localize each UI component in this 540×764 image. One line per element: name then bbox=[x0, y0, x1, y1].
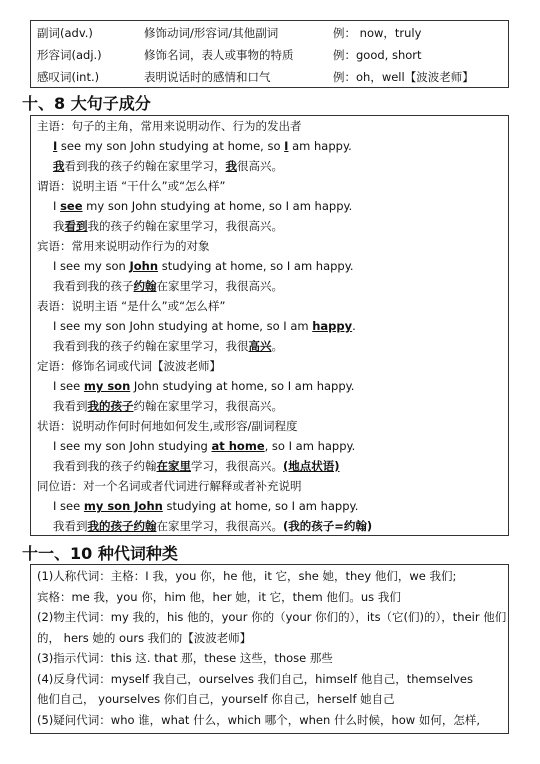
sentence-text: my son John studying at home, so I am happy. bbox=[82, 199, 353, 213]
sentence-text: 我看到我的孩子约翰在家里学习，我很 bbox=[53, 339, 249, 353]
chinese-example bbox=[53, 338, 283, 354]
highlighted-term: 我的孩子约翰 bbox=[87, 519, 157, 533]
table-row bbox=[31, 66, 508, 88]
highlighted-term: 在家里 bbox=[156, 459, 191, 473]
word-example: 例：oh，well【波波老师】 bbox=[333, 70, 474, 84]
sentence-text: 学习，我很高兴。 bbox=[191, 459, 283, 473]
sentence-text: 在家里学习，我很高兴。 bbox=[156, 279, 283, 293]
pronoun-line: 的， hers 她的 ours 我们的【波波老师】 bbox=[37, 630, 252, 645]
chinese-example bbox=[53, 518, 372, 534]
component-label: 定语：修饰名词或代词【波波老师】 bbox=[37, 359, 221, 373]
component-label: 表语：说明主语 “是什么”或“怎么样” bbox=[37, 299, 226, 313]
word-desc: 表明说话时的感情和口气 bbox=[144, 70, 271, 84]
highlighted-term: (我的孩子=约翰) bbox=[283, 519, 373, 533]
english-example bbox=[53, 138, 352, 154]
pronoun-line: (1)人称代词：主格：I 我，you 你，he 他，it 它，she 她，they 他们，we 我们; bbox=[37, 569, 457, 583]
english-example bbox=[53, 438, 355, 454]
sentence-text: see my son John studying at home, so bbox=[57, 139, 285, 153]
word-desc: 修饰名词，表人或事物的特质 bbox=[144, 48, 294, 62]
sentence-text: 我看到 bbox=[53, 519, 88, 533]
sentence-text: I see bbox=[53, 499, 84, 513]
section-title: 十一、10 种代词种类 bbox=[22, 544, 178, 563]
pronoun-line: (2)物主代词：my 我的，his 他的，your 你的（your 你们的），its（它(们)的），their 他们 bbox=[37, 610, 507, 624]
word-example: 例：good, short bbox=[333, 48, 422, 62]
sentence-text: I see my son bbox=[53, 259, 130, 273]
chinese-example bbox=[53, 278, 283, 294]
sentence-text: 很高兴。 bbox=[237, 159, 283, 173]
sentence-text: I see my son John studying bbox=[53, 439, 212, 453]
word-type: 感叹词(int.) bbox=[37, 70, 100, 84]
highlighted-term: happy bbox=[312, 319, 353, 333]
table-row bbox=[31, 22, 508, 44]
sentence-text: 我看到我的孩子 bbox=[53, 279, 134, 293]
pronoun-line: 宾格：me 我，you 你，him 他，her 她，it 它，them 他们。us 我们 bbox=[37, 589, 401, 604]
component-label: 宾语：常用来说明动作行为的对象 bbox=[37, 239, 210, 253]
table-row bbox=[31, 44, 508, 66]
highlighted-term: see bbox=[60, 199, 83, 213]
highlighted-term: 我 bbox=[53, 159, 65, 173]
chinese-example bbox=[53, 218, 283, 234]
english-example bbox=[53, 198, 352, 214]
component-label: 状语：说明动作何时何地如何发生,或形容/副词程度 bbox=[37, 419, 298, 433]
english-example bbox=[53, 258, 354, 274]
section-title: 十、8 大句子成分 bbox=[22, 94, 151, 113]
english-example bbox=[53, 378, 354, 394]
sentence-text: , so I am happy. bbox=[264, 439, 356, 453]
sentence-text: John studying at home, so I am happy. bbox=[130, 379, 355, 393]
highlighted-term: (地点状语) bbox=[283, 459, 340, 473]
sentence-text: am happy. bbox=[288, 139, 352, 153]
sentence-text: 约翰在家里学习，我很高兴。 bbox=[133, 399, 283, 413]
highlighted-term: 看到 bbox=[64, 219, 88, 233]
pronoun-line: 他们自己， yourselves 你们自己，yourself 你自己，herself 她自己 bbox=[37, 692, 395, 706]
highlighted-term: I bbox=[53, 139, 58, 153]
pronoun-line: (5)疑问代词：who 谁，what 什么，which 哪个，when 什么时候，how 如何，怎样, bbox=[37, 712, 480, 727]
pronoun-line: (3)指示代词：this 这. that 那，these 这些，those 那些 bbox=[37, 651, 333, 665]
word-type: 形容词(adj.) bbox=[37, 48, 102, 62]
sentence-components-box bbox=[30, 115, 509, 536]
word-example: 例： now，truly bbox=[333, 26, 422, 40]
sentence-text: I bbox=[53, 199, 61, 213]
sentence-text: I see bbox=[53, 379, 84, 393]
sentence-text: 我的孩子约翰在家里学习，我很高兴。 bbox=[87, 219, 283, 233]
word-type: 副词(adv.) bbox=[37, 26, 93, 40]
chinese-example bbox=[53, 158, 283, 174]
sentence-text: 我看到我的孩子约翰 bbox=[53, 459, 157, 473]
word-desc: 修饰动词/形容词/其他副词 bbox=[144, 26, 279, 40]
highlighted-term: 高兴 bbox=[248, 339, 272, 353]
word-class-table bbox=[30, 20, 509, 88]
highlighted-term: my son John bbox=[83, 499, 163, 513]
highlighted-term: 约翰 bbox=[133, 279, 157, 293]
highlighted-term: at home bbox=[211, 439, 265, 453]
highlighted-term: 我的孩子 bbox=[87, 399, 134, 413]
pronoun-line: (4)反身代词：myself 我自己，ourselves 我们自己，himself 他自己，themselves bbox=[37, 671, 473, 686]
sentence-text: . bbox=[352, 319, 356, 333]
sentence-text: studying at home, so I am happy. bbox=[158, 259, 354, 273]
chinese-example bbox=[53, 398, 283, 414]
component-label: 主语：句子的主角，常用来说明动作、行为的发出者 bbox=[37, 119, 302, 133]
component-label: 谓语：说明主语 “干什么”或“怎么样” bbox=[37, 179, 226, 193]
highlighted-term: 我 bbox=[225, 159, 237, 173]
highlighted-term: my son bbox=[83, 379, 131, 393]
sentence-text: I see my son John studying at home, so I am bbox=[53, 319, 313, 333]
english-example bbox=[53, 498, 358, 514]
highlighted-term: I bbox=[284, 139, 289, 153]
pronoun-types-box bbox=[30, 564, 509, 734]
chinese-example bbox=[53, 458, 340, 474]
sentence-text: 。 bbox=[271, 339, 283, 353]
sentence-text: 在家里学习，我很高兴。 bbox=[156, 519, 283, 533]
english-example bbox=[53, 318, 356, 334]
sentence-text: 看到我的孩子约翰在家里学习， bbox=[64, 159, 226, 173]
highlighted-term: John bbox=[129, 259, 159, 273]
component-label: 同位语：对一个名词或者代词进行解释或者补充说明 bbox=[37, 479, 302, 493]
sentence-text: 我 bbox=[53, 219, 65, 233]
sentence-text: 我看到 bbox=[53, 399, 88, 413]
sentence-text: studying at home, so I am happy. bbox=[162, 499, 359, 513]
